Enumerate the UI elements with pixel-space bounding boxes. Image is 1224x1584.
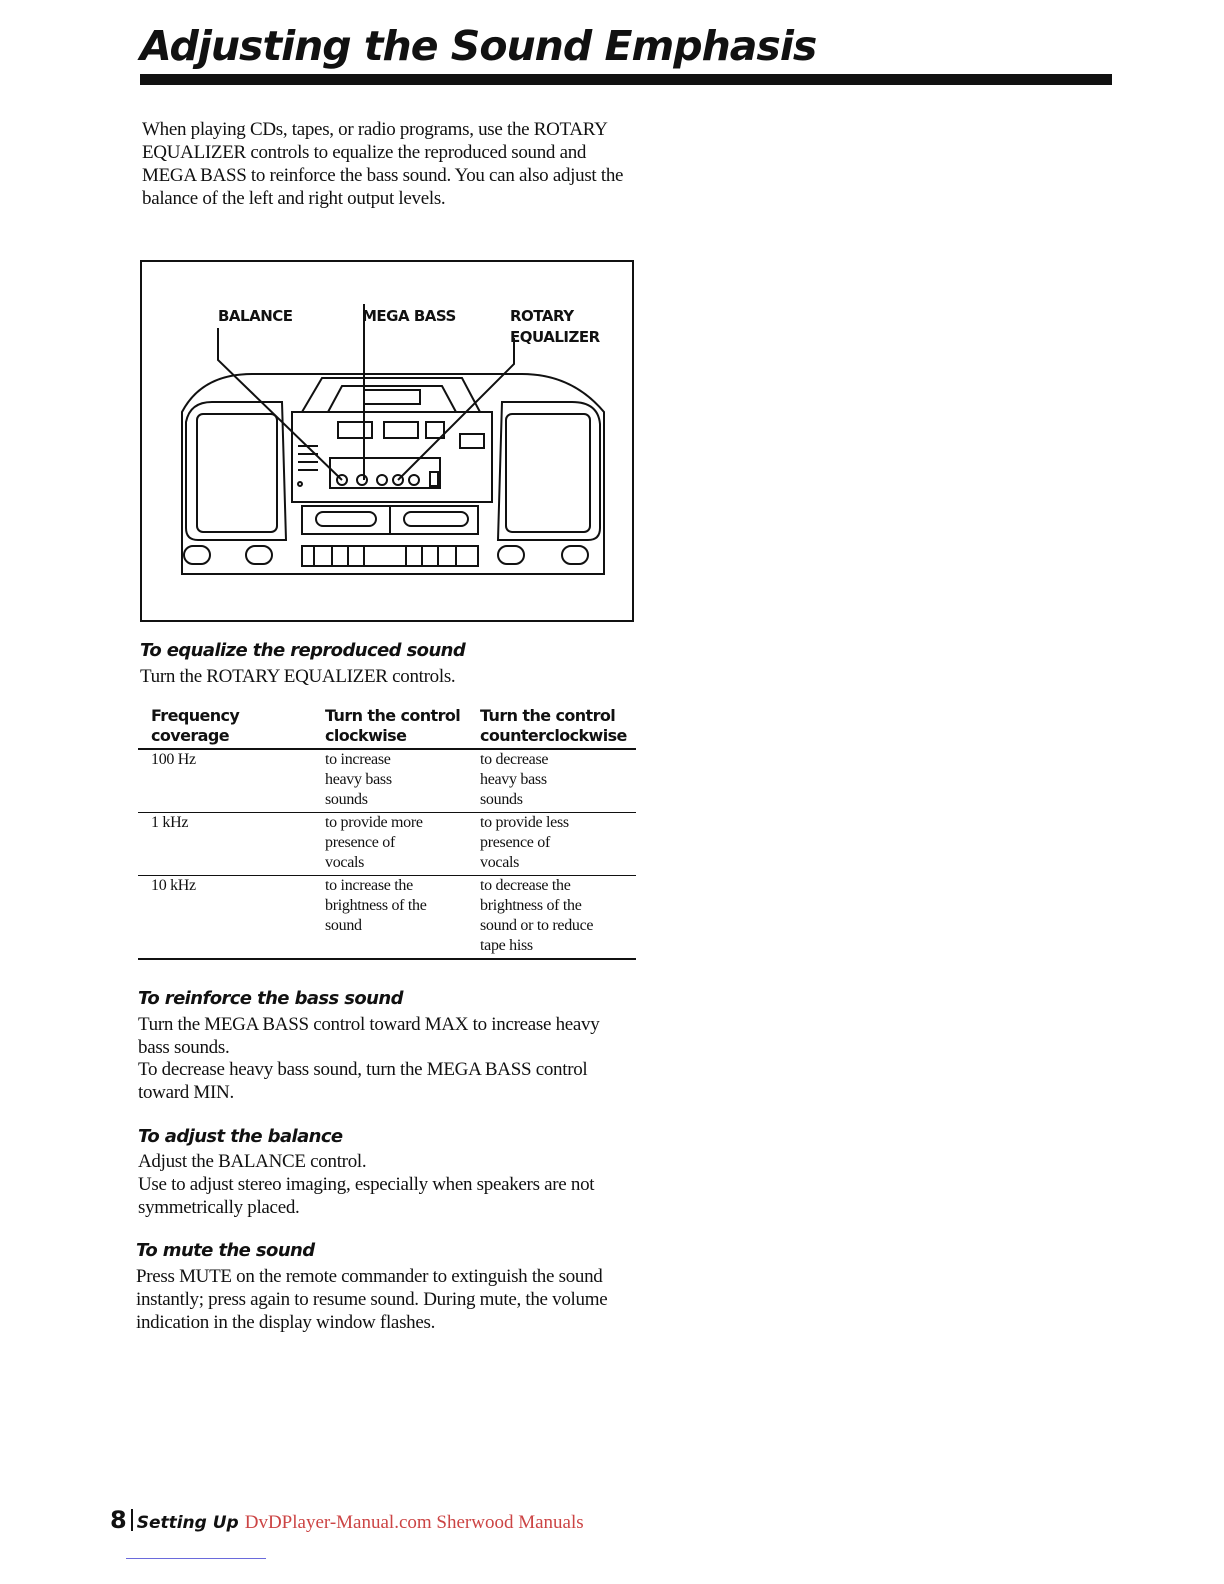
page-footer <box>100 1506 584 1534</box>
watermark-link[interactable]: DvDPlayer-Manual.com Sherwood Manuals <box>244 1512 584 1533</box>
bass-text-2: To decrease heavy bass sound, turn the MEGA BASS control toward MIN. <box>138 1059 588 1103</box>
header-clockwise: Turn the control clockwise <box>325 706 480 749</box>
equalize-heading: To equalize the reproduced sound <box>140 640 466 661</box>
ccw-cell: to provide less presence of vocals <box>480 813 636 876</box>
page-title: Adjusting the Sound Emphasis <box>140 22 817 70</box>
footer-rule <box>126 1558 266 1559</box>
table-row <box>138 749 636 813</box>
title-rule <box>140 74 1112 85</box>
ccw-cell: to decrease the brightness of the sound or to reduce tape hiss <box>480 876 636 960</box>
ccw-cell: to decrease heavy bass sounds <box>480 749 636 813</box>
freq-cell: 1 kHz <box>138 813 325 876</box>
balance-heading: To adjust the balance <box>138 1126 343 1147</box>
page-number: 8 <box>110 1506 127 1534</box>
intro-paragraph: When playing CDs, tapes, or radio programs, use the ROTARY EQUALIZER controls to equalize the reproduced sound and MEGA BASS to reinforce the bass sound. You can also adjust the balance of the left and right output levels. <box>142 119 624 209</box>
table-row <box>138 876 636 960</box>
cw-cell: to increase the brightness of the sound <box>325 876 480 960</box>
frequency-table <box>138 706 636 960</box>
cw-cell: to increase heavy bass sounds <box>325 749 480 813</box>
mega-bass-label: MEGA BASS <box>362 307 456 325</box>
boombox-figure <box>140 260 634 622</box>
freq-cell: 100 Hz <box>138 749 325 813</box>
equalize-text: Turn the ROTARY EQUALIZER controls. <box>140 666 456 687</box>
rotary-label-line2: EQUALIZER <box>510 328 600 346</box>
footer-separator <box>131 1509 133 1531</box>
balance-label: BALANCE <box>218 307 293 325</box>
mute-heading: To mute the sound <box>136 1240 315 1261</box>
table-row <box>138 813 636 876</box>
bass-text-1: Turn the MEGA BASS control toward MAX to increase heavy bass sounds. <box>138 1014 600 1058</box>
rotary-label-line1: ROTARY <box>510 307 574 325</box>
balance-text-1: Adjust the BALANCE control. <box>138 1151 367 1172</box>
balance-text-2: Use to adjust stereo imaging, especially when speakers are not symmetrically placed. <box>138 1174 595 1218</box>
bass-heading: To reinforce the bass sound <box>138 988 403 1009</box>
table-header-row <box>138 706 636 749</box>
header-counterclockwise: Turn the control counterclockwise <box>480 706 636 749</box>
mute-text: Press MUTE on the remote commander to extinguish the sound instantly; press again to resume sound. During mute, the volume indication in the display window flashes. <box>136 1266 608 1333</box>
cw-cell: to provide more presence of vocals <box>325 813 480 876</box>
header-frequency: Frequency coverage <box>138 706 325 749</box>
section-name: Setting Up <box>136 1513 239 1533</box>
freq-cell: 10 kHz <box>138 876 325 960</box>
rotary-equalizer-label <box>510 306 600 348</box>
